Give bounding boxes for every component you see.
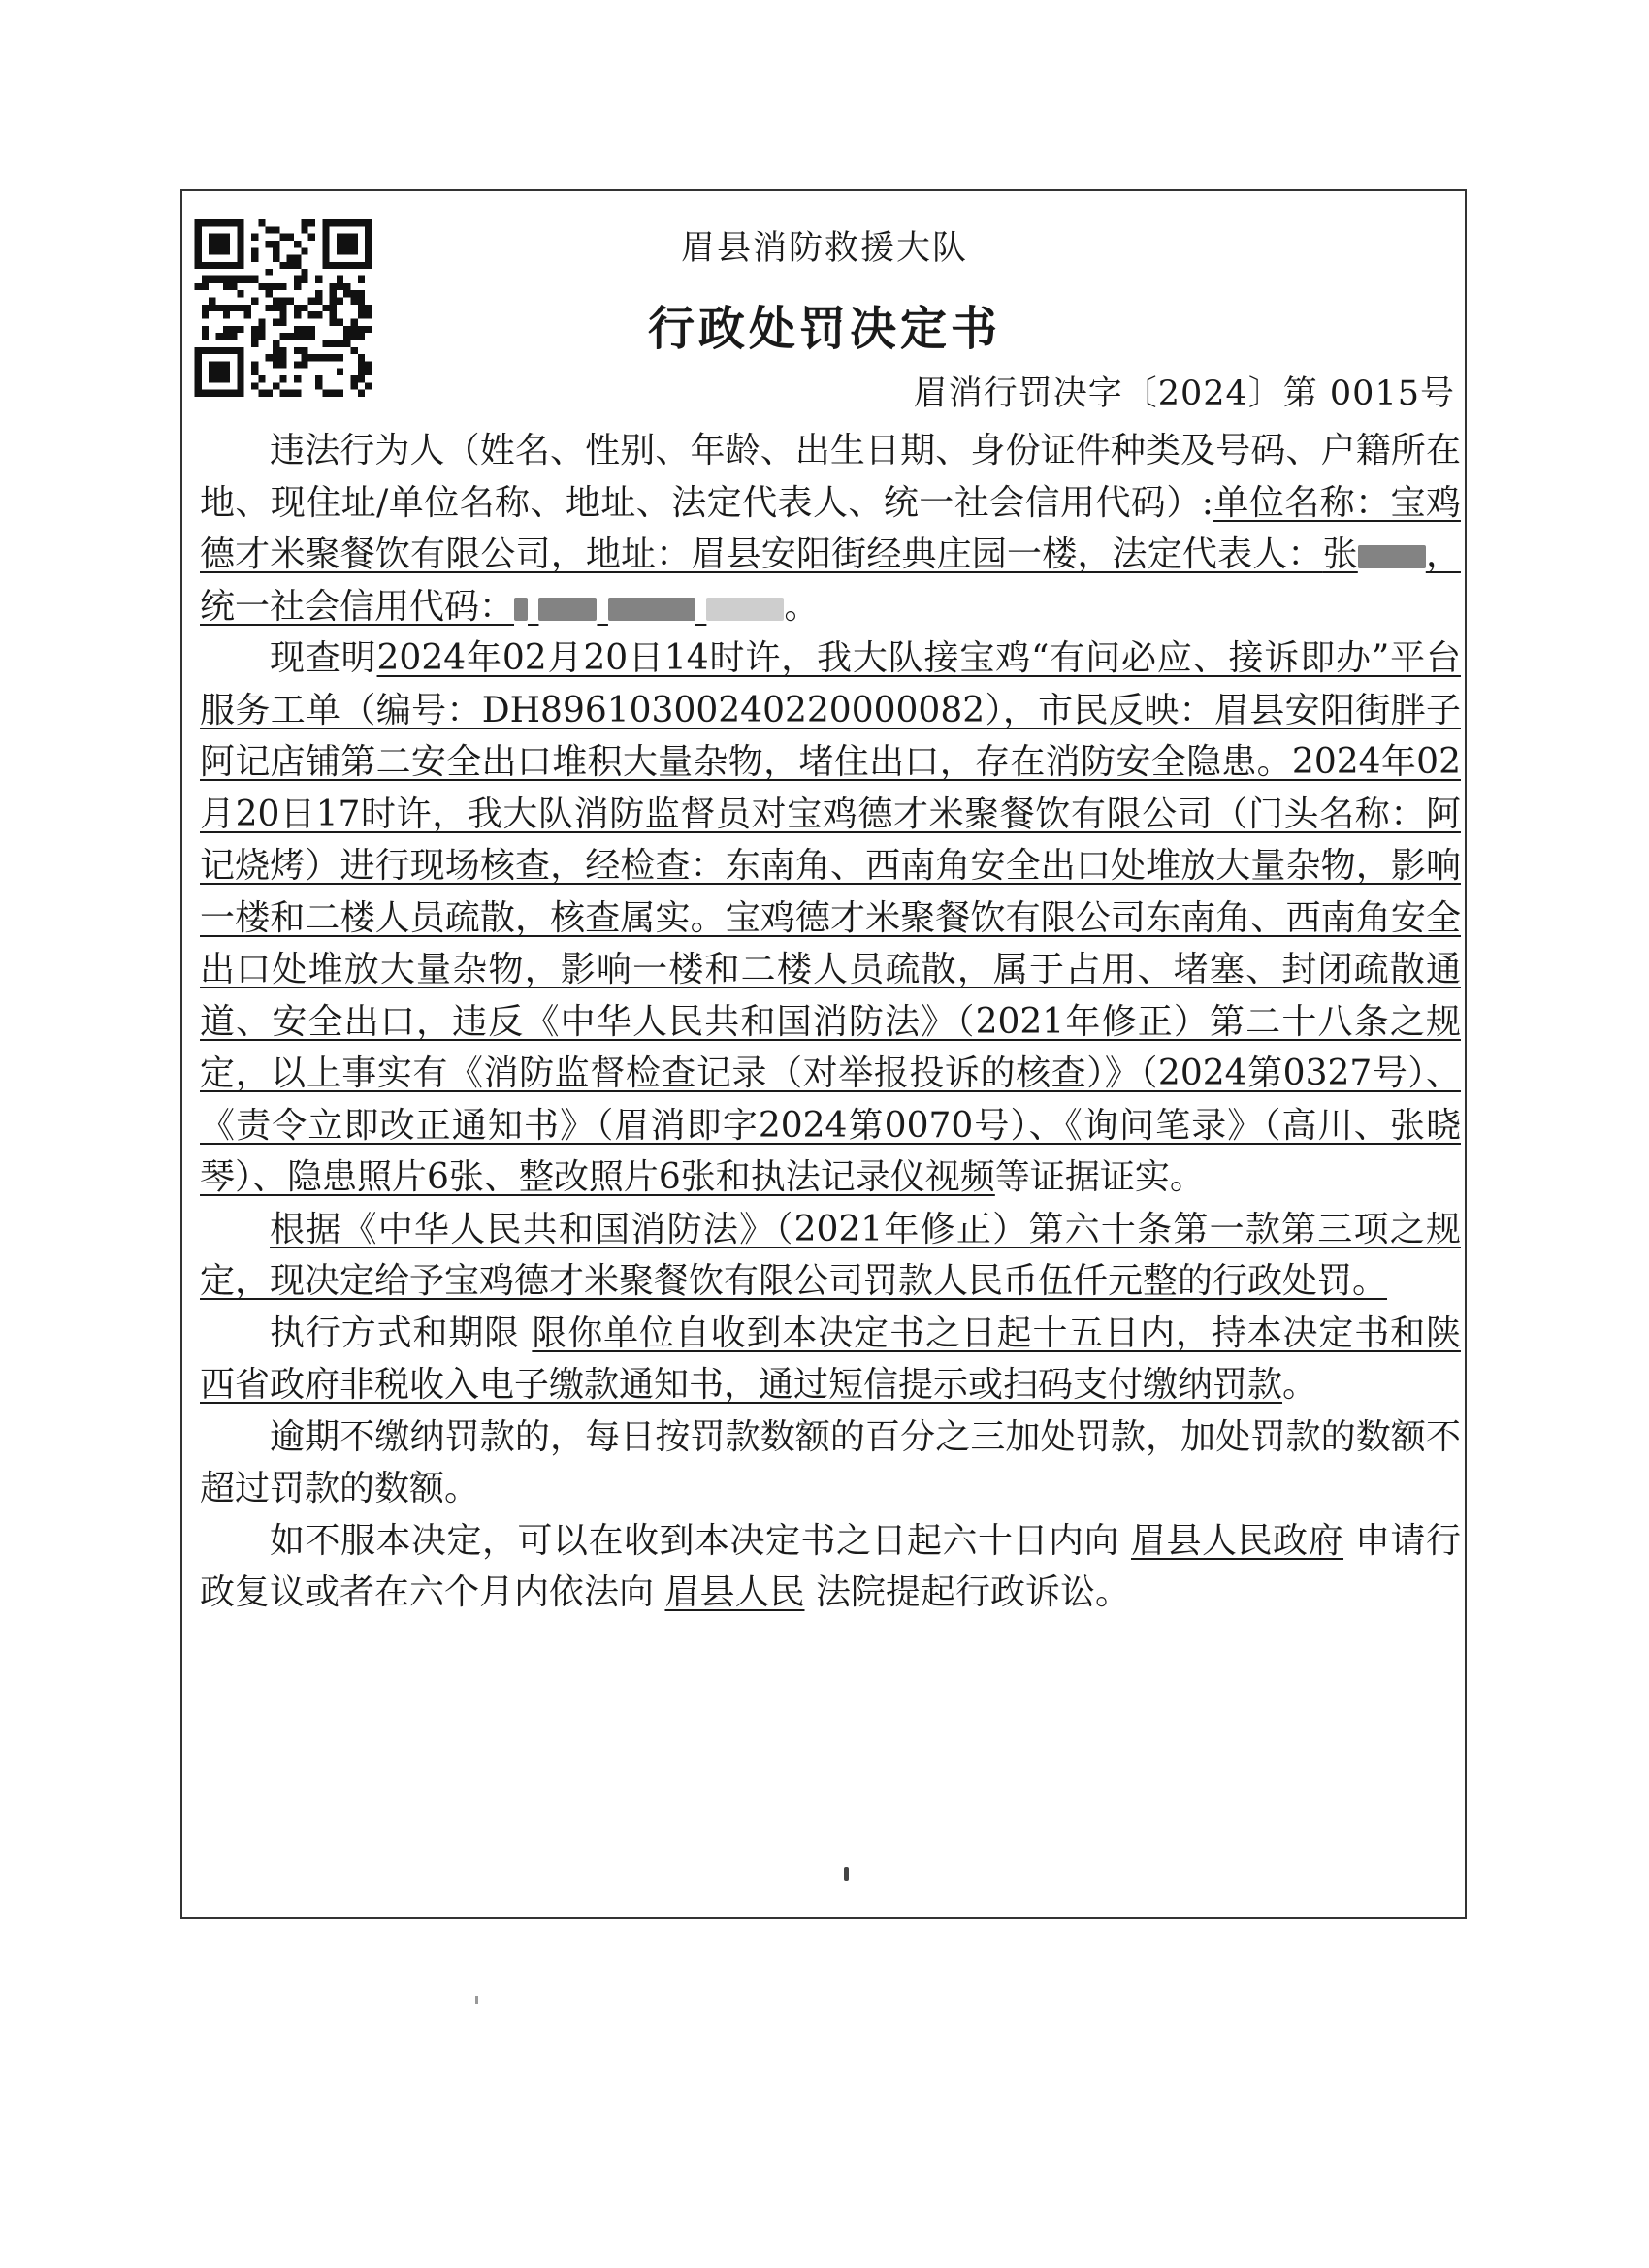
issuing-agency: 眉县消防救援大队 (680, 229, 968, 268)
facts-paragraph (200, 632, 1461, 1204)
execution-lead: 执行方式和期限 (270, 1312, 521, 1353)
party-paragraph: 违法行为人（姓名、性别、年龄、出生日期、身份证件种类及号码、户籍所在地、现住址/单位名称、地址、法定代表人、统一社会信用代码）:单位名称：宝鸡德才米聚餐饮有限公司，地址：眉县安阳街经典庄园一楼，法定代表人：张 ，统一社会信用代码： 。 (200, 431, 1461, 627)
facts-text: 2024年02月20日14时许，我大队接宝鸡“有问必应、接诉即办”平台服务工单（编号：DH89610300240220000082），市民反映：眉县安阳街胖子阿记店铺第二安全出口堆积大量杂物，堵住出口，存在消防安全隐患。2024年02月20日17时许，我大队消防监督员对宝鸡德才米聚餐饮有限公司（门头名称：阿记烧烤）进行现场核查，经检查：东南角、西南角安全出口处堆放大量杂物，影响一楼和二楼人员疏散，核查属实。宝鸡德才米聚餐饮有限公司东南角、西南角安全出口处堆放大量杂物，影响一楼和二楼人员疏散，属于占用、堵塞、封闭疏散通道、安全出口，违反《中华人民共和国消防法》（2021年修正）第二十八条之规定，以上事实有《消防监督检查记录（对举报投诉的核查）》（2024第0327号）、《责令立即改正通知书》（眉消即字2024第0070号）、《询问笔录》（高川、张晓琴）、隐患照片6张、整改照片6张和执法记录仪视频 (200, 638, 1461, 1197)
review-authority: 眉县人民政府 (1131, 1520, 1344, 1561)
execution-text: 限你单位自收到本决定书之日起十五日内，持本决定书和陕西省政府非税收入电子缴款通知书，通过短信提示或扫码支付缴纳罚款 (200, 1312, 1461, 1405)
execution-paragraph: 执行方式和期限 限你单位自收到本决定书之日起十五日内，持本决定书和陕西省政府非税收入电子缴款通知书，通过短信提示或扫码支付缴纳罚款。 (200, 1312, 1461, 1405)
appeal-paragraph: 如不服本决定，可以在收到本决定书之日起六十日内向 眉县人民政府 申请行政复议或者在六个月内依法向 眉县人民 法院提起行政诉讼。 (200, 1520, 1461, 1612)
decision-text: 根据《中华人民共和国消防法》（2021年修正）第六十条第一款第三项之规定，现决定给予宝鸡德才米聚餐饮有限公司罚款人民币伍仟元整的行政处罚。 (200, 1209, 1461, 1301)
document-title: 行政处罚决定书 (647, 302, 1001, 356)
redaction-mark (608, 598, 695, 621)
legal-rep-name: 张 (1323, 535, 1426, 574)
scan-mark (475, 1996, 478, 2004)
document-number: 眉消行罚决字〔2024〕第 0015号 (913, 374, 1455, 413)
redaction-mark (514, 598, 528, 621)
overdue-paragraph (200, 1411, 1461, 1515)
scan-mark (844, 1867, 849, 1881)
redaction-mark (706, 598, 784, 621)
redaction-mark (538, 598, 597, 621)
party-detail: 单位名称：宝鸡德才米聚餐饮有限公司，地址：眉县安阳街经典庄园一楼，法定代表人：张 ，统一社会信用代码： (200, 482, 1461, 627)
redaction-mark (1358, 545, 1426, 568)
party-label: 违法行为人（姓名、性别、年龄、出生日期、身份证件种类及号码、户籍所在地、现住址/单位名称、地址、法定代表人、统一社会信用代码）: (200, 431, 1461, 523)
court-name: 眉县人民 (664, 1572, 805, 1612)
facts-tail: 等证据证实。 (994, 1157, 1205, 1197)
overdue-text: 逾期不缴纳罚款的，每日按罚款数额的百分之三加处罚款，加处罚款的数额不超过罚款的数额。 (200, 1416, 1461, 1508)
document-body (200, 425, 1461, 1619)
decision-paragraph (200, 1204, 1461, 1308)
facts-lead: 现查明 (270, 638, 377, 678)
